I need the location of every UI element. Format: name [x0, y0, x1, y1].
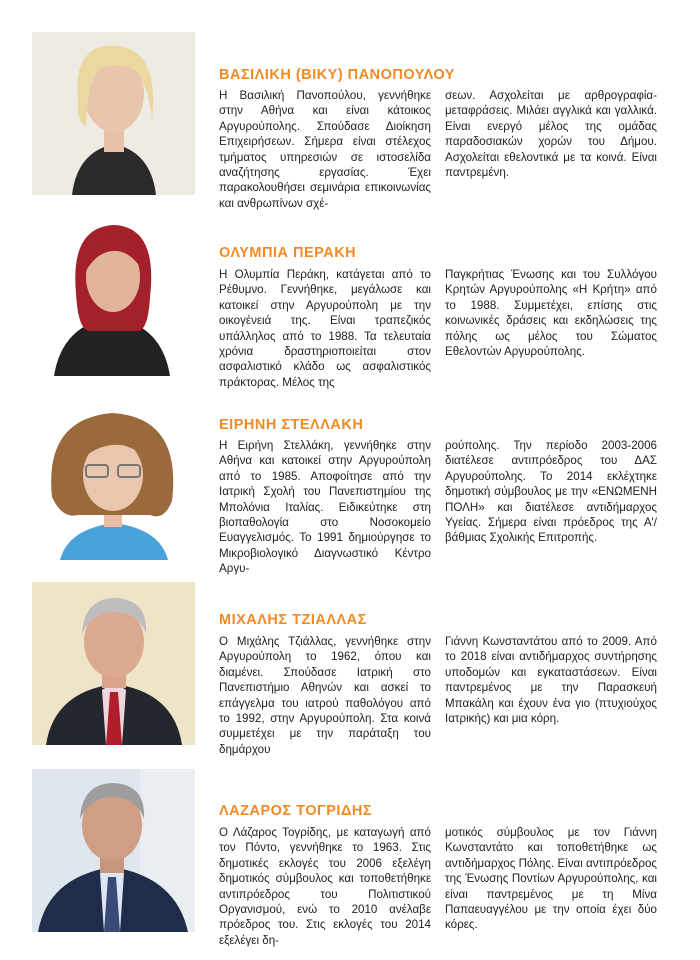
candidate-photo	[32, 582, 195, 745]
candidate-name: ΒΑΣΙΛΙΚΗ (ΒΙΚΥ) ΠΑΝΟΠΟΥΛΟΥ	[219, 67, 455, 83]
bio-column-right: μοτικός σύμβουλος με τον Γιάννη Κωνσταντάτο και τοποθετήθηκε ως αντιδήμαρχος Πόλης. Είναι αντιπρόεδρος της Ένωσης Ποντίων Αργυρούπολης, και είναι παντρεμένος με τη Μίνα Παπαευαγγέλου με την οποία έχει δύο κόρες.	[445, 826, 657, 932]
bio-column-left: Η Ολυμπία Περάκη, κατάγεται από το Ρέθυμνο. Γεννήθηκε, μεγάλωσε και κατοικεί στην Αργυρούπολη με την οικογένειά της. Είναι τραπεζικός υπάλληλος από το 1988. Τα τελευταία χρόνια δραστηριοποιείται στον ασφαλιστικό κλάδο ως ασφαλιστικός πράκτορας. Μέλος της	[219, 268, 431, 389]
candidate-name: ΛΑΖΑΡΟΣ ΤΟΓΡΙΔΗΣ	[219, 803, 373, 819]
candidate-name: ΕΙΡΗΝΗ ΣΤΕΛΛΑΚΗ	[219, 417, 364, 433]
bio-column-left: Ο Μιχάλης Τζιάλλας, γεννήθηκε στην Αργυρούπολη το 1962, όπου και διαμένει. Σπούδασε Ιατρική στο Πανεπιστήμιο Αθηνών και ασκεί το επάγγελμα του ιατρού παθολόγου από το 1992, στην Αργυρούπολη. Στα κοινά συμμετέχει με την παράταξη του δημάρχου	[219, 635, 431, 756]
bio-column-right: Παγκρήτιας Ένωσης και του Συλλόγου Κρητών Αργυρούπολης «Η Κρήτη» από το 1988. Συμμετέχει, επίσης στις κοινωνικές δράσεις και εκδηλώσεις της πόλης ως μέλος του Σώματος Εθελοντών Αργυρούπολης.	[445, 268, 657, 359]
candidate-name: ΟΛΥΜΠΙΑ ΠΕΡΑΚΗ	[219, 245, 357, 261]
candidate-photo	[32, 32, 195, 195]
candidate-photo	[32, 397, 195, 560]
candidate-name: ΜΙΧΑΛΗΣ ΤΖΙΑΛΛΑΣ	[219, 612, 367, 628]
bio-column-left: Η Βασιλική Πανοπούλου, γεννήθηκε στην Αθήνα και είναι κάτοικος Αργυρούπολης. Σπούδασε Διοίκηση Επιχειρήσεων. Σήμερα είναι στέλεχος τμήματος υπηρεσιών σε ιστοσελίδα αναζήτησης εργασίας. Έχει παρακολουθήσει σεμινάρια επικοινωνίας και ανθρωπίνων σχέ-	[219, 89, 431, 210]
bio-column-left: Η Ειρήνη Στελλάκη, γεννήθηκε στην Αθήνα και κατοικεί στην Αργυρούπολη από το 1985. Αποφοίτησε από την Ιατρική Σχολή του Πανεπιστημίου της Μπολόνια Ιταλίας. Ειδικεύτηκε στη βιοπαθολογία στο Νοσοκομείο Ευαγγελισμός. Το 1991 δημιούργησε το Μικροβιολογικό Διαγνωστικό Κέντρο Αργυ-	[219, 439, 431, 576]
bio-column-right: ρούπολης. Την περίοδο 2003-2006 διατέλεσε αντιπρόεδρος του ΔΑΣ Αργυρούπολης. Το 2014 εκλέχτηκε δημοτική σύμβουλος με την «ΕΝΩΜΕΝΗ ΠΟΛΗ» και διατέλεσε αντιδήμαρχος Υγείας. Σήμερα είναι πρόεδρος της Α'/βάθμιας Σχολικής Επιτροπής.	[445, 439, 657, 545]
bio-column-right: σεων. Ασχολείται με αρθρογραφία-μεταφράσεις. Μιλάει αγγλικά και γαλλικά. Είναι ενεργό μέλος της ομάδας παραδοσιακών χορών του Δήμου. Ασχολείται εθελοντικά με τα κοινά. Είναι παντρεμένη.	[445, 89, 657, 180]
bio-column-right: Γιάννη Κωνσταντάτου από το 2009. Από το 2018 είναι αντιδήμαρχος συντήρησης υποδομών και εγκαταστάσεων. Είναι παντρεμένος με την Παρασκευή Μπακάλη και έχουν ένα γιο (πτυχιούχος Ιατρικής) και μια κόρη.	[445, 635, 657, 726]
candidate-photo	[32, 769, 195, 932]
bio-column-left: Ο Λάζαρος Τογρίδης, με καταγωγή από τον Πόντο, γεννήθηκε το 1963. Στις δημοτικές εκλογές του 2006 εξελέγη δημοτικός σύμβουλος και τοποθετήθηκε αντιπρόεδρος του Πολιτιστικού Οργανισμού, ενώ το 2010 ανέλαβε πρόεδρος του. Στις εκλογές του 2014 εξελέγει δη-	[219, 826, 431, 947]
candidate-photo	[32, 213, 195, 376]
